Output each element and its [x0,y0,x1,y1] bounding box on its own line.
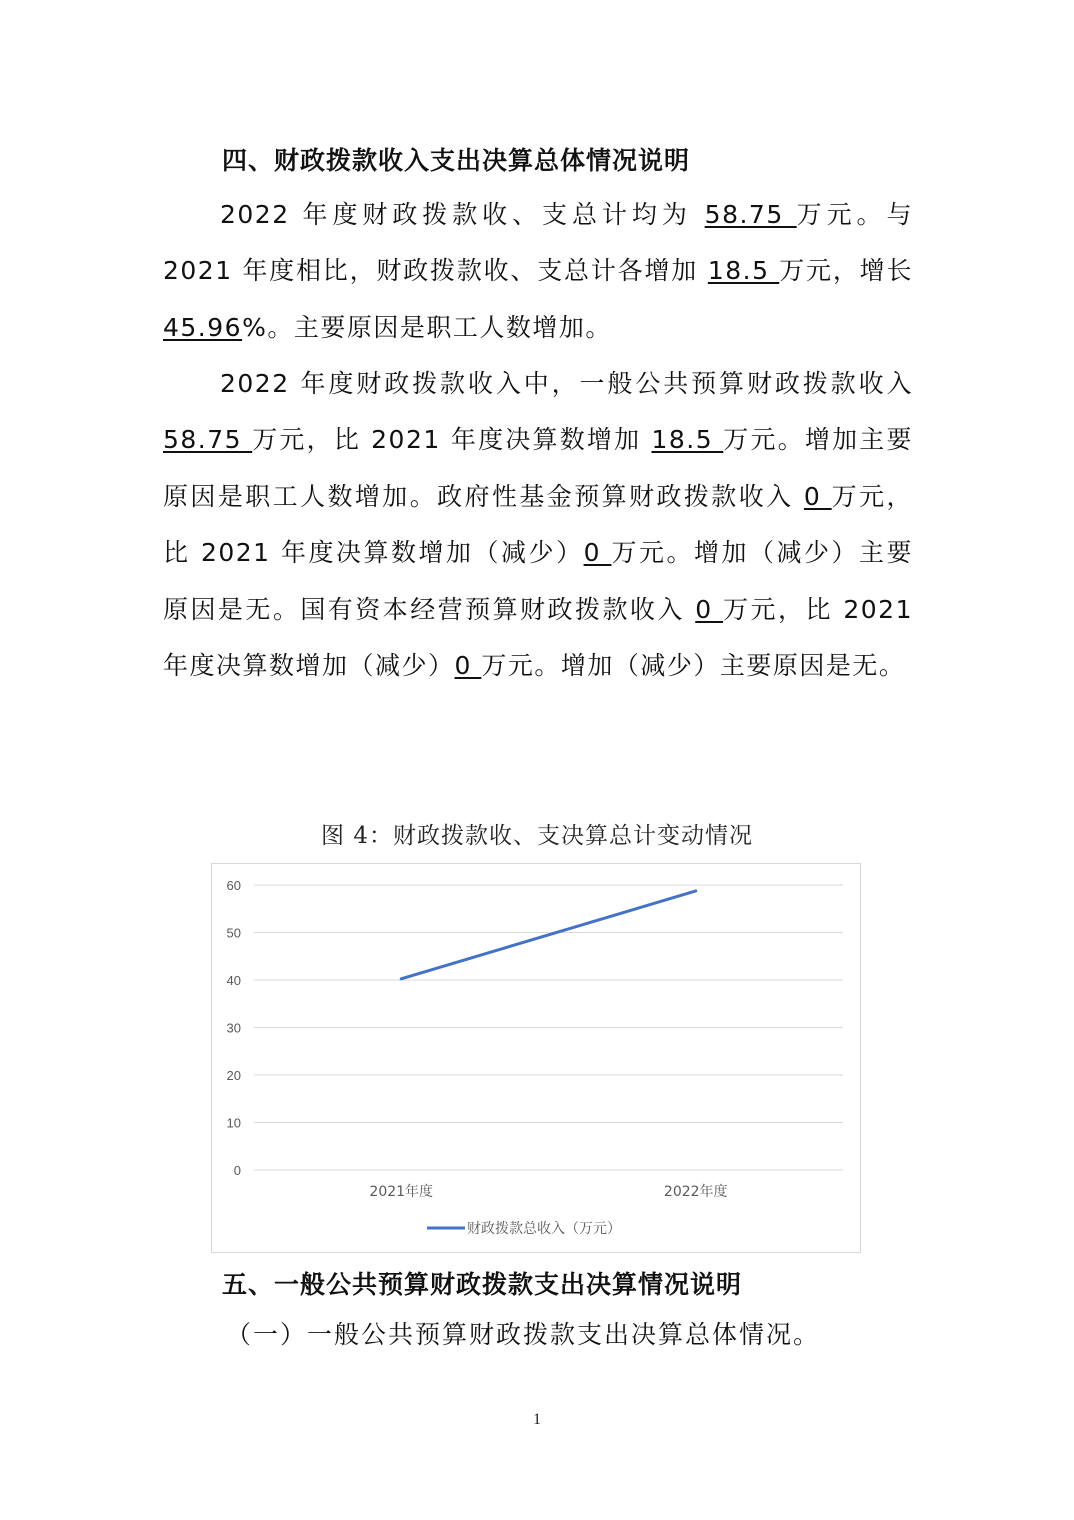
chart-svg [212,864,862,1254]
value-total: 58.75 [704,200,797,229]
y-tick-label: 60 [226,878,241,893]
x-tick-label: 2021年度 [369,1184,434,1200]
y-tick-label: 0 [233,1163,241,1178]
value-state-capital: 0 [695,594,724,624]
value-fund-change: 0 [583,538,612,568]
series-line [401,891,696,979]
value-increase: 18.5 [707,256,780,286]
legend-label: 财政拨款总收入（万元） [467,1221,621,1237]
x-tick-label: 2022年度 [663,1184,728,1200]
value-growth-rate: 45.96 [163,312,243,342]
section-4-heading: 四、财政拨款收入支出决算总体情况说明 [222,146,691,175]
y-tick-label: 20 [226,1068,241,1083]
value-general-increase: 18.5 [651,425,724,455]
figure-caption: 图 4：财政拨款收、支决算总计变动情况 [321,823,753,849]
y-tick-label: 50 [226,925,241,941]
y-tick-label: 10 [226,1115,241,1131]
value-general-budget: 58.75 [163,425,253,455]
paragraph-breakdown: 2022 年度财政拨款收入中，一般公共预算财政拨款收入 58.75 万元，比 2021 年度决算数增加 18.5 万元。增加主要原因是职工人数增加。政府性基金预算财政拨款收入 0 万元，比 2021 年度决算数增加（减少）0 万元。增加（减少）主要原因是无。国有资本经营预算财政拨款收入 0 万元，比 2021 年度决算数增加（减少）0 万元。增加（减少）主要原因是无。 [163,369,913,681]
subsection-1-heading: （一）一般公共预算财政拨款支出决算总体情况。 [226,1320,821,1349]
y-tick-label: 30 [226,1020,241,1036]
value-state-capital-change: 0 [454,651,482,681]
page-number: 1 [533,1411,541,1428]
paragraph-totals: 2022 年度财政拨款收、支总计均为 58.75 万元。与 2021 年度相比，财政拨款收、支总计各增加 18.5 万元，增长 45.96%。主要原因是职工人数增加。 [163,200,913,342]
line-chart [211,863,861,1253]
section-5-heading: 五、一般公共预算财政拨款支出决算情况说明 [222,1270,743,1299]
value-fund-budget: 0 [803,481,832,511]
y-tick-label: 40 [226,973,241,988]
